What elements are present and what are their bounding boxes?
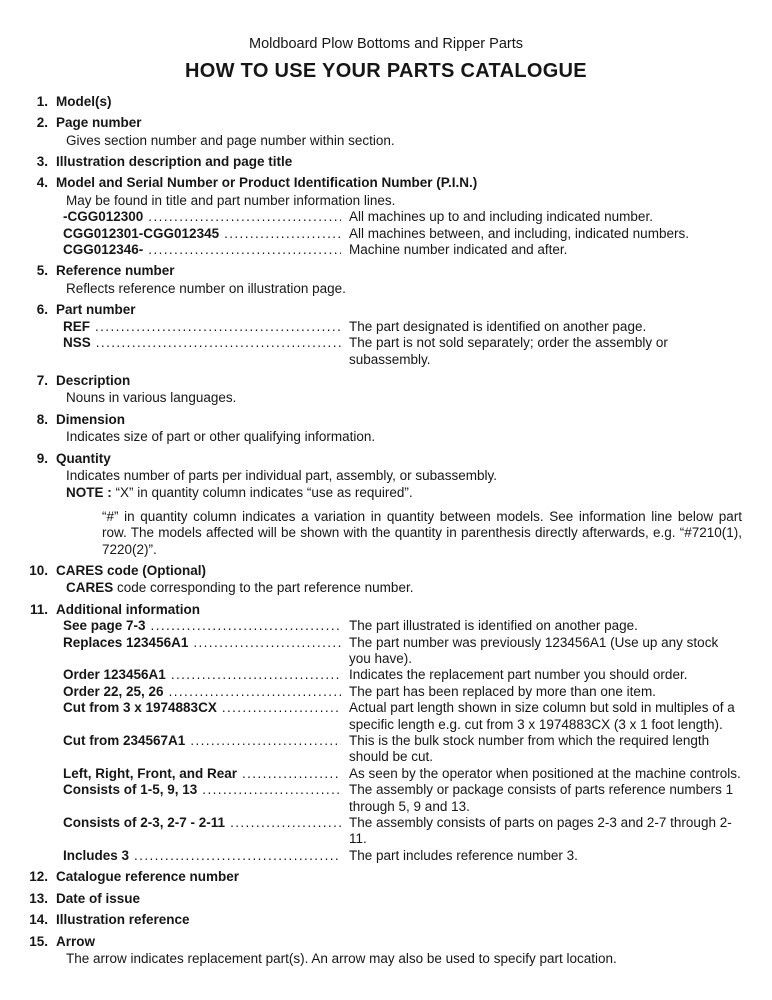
- item-heading: CARES code (Optional): [56, 562, 207, 578]
- body-bold-lead: CARES: [66, 580, 114, 596]
- item-heading: Model and Serial Number or Product Identification Number (P.I.N.): [56, 175, 478, 191]
- definition-row: [63, 848, 742, 864]
- definition-term: Consists of 1-5, 9, 13: [63, 782, 198, 798]
- item-heading: Arrow: [56, 933, 96, 949]
- item-heading: Page number: [56, 115, 142, 131]
- definition-text: All machines between, and including, indicated numbers.: [349, 225, 689, 241]
- dot-leader: [146, 618, 341, 634]
- item-number: 7.: [36, 372, 48, 388]
- list-item-model-serial-number: [0, 175, 742, 258]
- item-number: 6.: [36, 302, 48, 318]
- dot-leader: [188, 635, 341, 651]
- dot-leader: [197, 782, 341, 798]
- definition-text: The part number was previously 123456A1 (Use up any stock you have).: [349, 634, 719, 666]
- list-item-arrow: [0, 934, 742, 968]
- item-heading: Model(s): [56, 93, 112, 109]
- list-item-dimension: [0, 412, 742, 446]
- item-number: 5.: [36, 263, 48, 279]
- item-body: [66, 580, 742, 596]
- item-body: Indicates size of part or other qualifying information.: [66, 429, 376, 445]
- definition-row: [63, 782, 742, 815]
- dot-leader: [166, 667, 341, 683]
- definition-term: NSS: [63, 335, 91, 351]
- list-item-part-number: [0, 302, 742, 368]
- item-body: Indicates number of parts per individual part, assembly, or subassembly.: [66, 467, 497, 483]
- note-label: NOTE :: [66, 485, 112, 501]
- definition-text: All machines up to and including indicated number.: [349, 209, 653, 225]
- dot-leader: [219, 226, 341, 242]
- definition-term: REF: [63, 318, 90, 334]
- item-heading: Catalogue reference number: [56, 869, 240, 885]
- note-text: “X” in quantity column indicates “use as required”.: [111, 485, 413, 501]
- definition-row: [63, 242, 742, 258]
- item-note-continued: “#” in quantity column indicates a variation in quantity between models. See information line below part row. The models affected will be shown with the quantity in parenthesis directly afterwards, e.g. “#7210(1), 7220(2)”.: [102, 508, 742, 557]
- item-heading: Description: [56, 372, 131, 388]
- item-body: May be found in title and part number information lines.: [66, 192, 396, 208]
- dot-leader: [237, 766, 341, 782]
- item-body: Reflects reference number on illustration page.: [66, 280, 346, 296]
- definition-term: Order 22, 25, 26: [63, 683, 164, 699]
- definition-text: The assembly or package consists of parts reference numbers 1 through 5, 9 and 13.: [349, 782, 734, 814]
- dot-leader: [143, 209, 341, 225]
- definition-text: The part has been replaced by more than one item.: [349, 683, 656, 699]
- definition-row: [63, 684, 742, 700]
- definition-text: The part includes reference number 3.: [349, 847, 578, 863]
- list-item-page-number: [0, 115, 742, 149]
- item-heading: Date of issue: [56, 890, 141, 906]
- dot-leader: [217, 700, 341, 716]
- item-number: 2.: [36, 115, 48, 131]
- list-item-additional-information: [0, 602, 742, 865]
- definition-text: The part designated is identified on another page.: [349, 318, 647, 334]
- item-number: 10.: [29, 562, 48, 578]
- dot-leader: [90, 319, 341, 335]
- definition-text: The assembly consists of parts on pages 2-3 and 2-7 through 2-11.: [349, 815, 732, 847]
- definition-row: [63, 335, 742, 368]
- item-heading: Reference number: [56, 263, 175, 279]
- item-heading: Illustration description and page title: [56, 154, 293, 170]
- definition-term: -CGG012300: [63, 209, 144, 225]
- definition-text: Actual part length shown in size column but sold in multiples of a specific length e.g. cut from 3 x 1974883CX (3 x 1 foot length).: [349, 700, 735, 732]
- definition-term: See page 7-3: [63, 618, 146, 634]
- definition-term: CGG012346-: [63, 242, 144, 258]
- list-item-date-of-issue: [0, 891, 742, 907]
- definition-row: [63, 815, 742, 848]
- dot-leader: [129, 848, 341, 864]
- item-number: 4.: [36, 175, 48, 191]
- dot-leader: [185, 733, 341, 749]
- list-item-cares-code: [0, 563, 742, 597]
- item-number: 12.: [29, 869, 48, 885]
- definition-term: Consists of 2-3, 2-7 - 2-11: [63, 815, 226, 831]
- item-heading: Additional information: [56, 601, 200, 617]
- item-number: 9.: [36, 450, 48, 466]
- definition-text: The part illustrated is identified on another page.: [349, 618, 638, 634]
- dot-leader: [143, 242, 341, 258]
- definition-text: Indicates the replacement part number you should order.: [349, 667, 688, 683]
- definition-row: [63, 700, 742, 733]
- dot-leader: [91, 335, 341, 351]
- definition-row: [63, 618, 742, 634]
- definition-term: Order 123456A1: [63, 667, 166, 683]
- definition-text: Machine number indicated and after.: [349, 242, 568, 258]
- list-item-models: [0, 94, 742, 110]
- dot-leader: [164, 684, 341, 700]
- item-heading: Part number: [56, 302, 136, 318]
- item-body: The arrow indicates replacement part(s). An arrow may also be used to specify part location.: [66, 950, 617, 966]
- item-body: Nouns in various languages.: [66, 390, 237, 406]
- list-item-quantity: [0, 451, 742, 558]
- item-heading: Illustration reference: [56, 912, 190, 928]
- definition-row: [63, 733, 742, 766]
- list-item-reference-number: [0, 263, 742, 297]
- dot-leader: [225, 815, 341, 831]
- item-number: 15.: [29, 933, 48, 949]
- item-number: 14.: [29, 912, 48, 928]
- definition-row: [63, 766, 742, 782]
- definition-text: This is the bulk stock number from which the required length should be cut.: [349, 733, 710, 765]
- definition-term: Cut from 3 x 1974883CX: [63, 700, 217, 716]
- item-number: 3.: [36, 154, 48, 170]
- definition-row: [63, 226, 742, 242]
- definition-text: The part is not sold separately; order the assembly or subassembly.: [349, 335, 668, 367]
- definition-row: [63, 319, 742, 335]
- list-item-illustration-description: [0, 154, 742, 170]
- item-number: 8.: [36, 411, 48, 427]
- definition-term: Includes 3: [63, 847, 130, 863]
- definition-text: As seen by the operator when positioned at the machine controls.: [349, 765, 741, 781]
- definition-term: Left, Right, Front, and Rear: [63, 765, 237, 781]
- definition-row: [63, 635, 742, 668]
- list-item-description: [0, 373, 742, 407]
- definition-term: Cut from 234567A1: [63, 733, 186, 749]
- list-item-illustration-reference: [0, 912, 742, 928]
- item-note: [66, 485, 742, 501]
- list-item-catalogue-reference-number: [0, 869, 742, 885]
- item-heading: Quantity: [56, 450, 111, 466]
- definition-term: CGG012301-CGG012345: [63, 225, 220, 241]
- item-body: Gives section number and page number within section.: [66, 132, 395, 148]
- document-subtitle: Moldboard Plow Bottoms and Ripper Parts: [248, 36, 524, 52]
- document-title: HOW TO USE YOUR PARTS CATALOGUE: [185, 60, 587, 83]
- definition-row: [63, 209, 742, 225]
- body-text: code corresponding to the part reference number.: [113, 580, 414, 596]
- item-number: 11.: [29, 601, 48, 617]
- item-number: 1.: [36, 93, 48, 109]
- item-heading: Dimension: [56, 411, 126, 427]
- item-number: 13.: [29, 890, 48, 906]
- definition-row: [63, 667, 742, 683]
- definition-term: Replaces 123456A1: [63, 634, 189, 650]
